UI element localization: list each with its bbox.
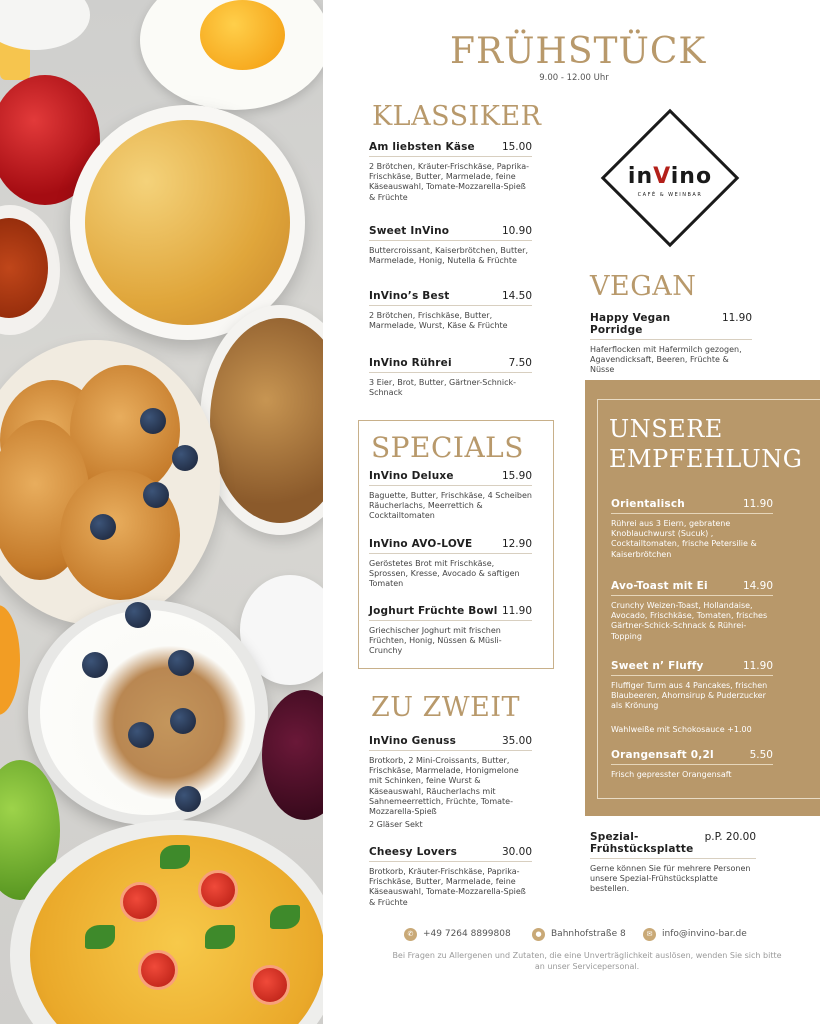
- blueberry: [140, 408, 166, 434]
- blueberry: [90, 514, 116, 540]
- menu-title: FRÜHSTÜCK: [450, 31, 707, 72]
- logo-text-highlight: V: [653, 164, 671, 189]
- item-name: Orientalisch: [611, 498, 685, 510]
- phone-icon: ✆: [404, 928, 417, 941]
- item-price: 14.90: [742, 580, 773, 592]
- item-price: 15.90: [501, 470, 532, 482]
- item-description: 2 Brötchen, Kräuter-Frischkäse, Paprika-Frischkäse, Butter, Marmelade, feine Käseauswahl, Tomate-Mozzarella-Spieß & Früchte: [369, 162, 530, 202]
- item-price: 5.50: [749, 749, 773, 761]
- item-name: Cheesy Lovers: [369, 846, 458, 858]
- tomato-slice: [120, 882, 160, 922]
- blueberry: [128, 722, 154, 748]
- logo-text-suffix: ino: [670, 164, 713, 189]
- address-text: Bahnhofstraße 8: [551, 929, 626, 939]
- menu-item: [369, 357, 532, 398]
- item-price: 10.90: [501, 225, 532, 237]
- mail-icon: ✉: [643, 928, 656, 941]
- section-title-klassiker: KLASSIKER: [372, 101, 542, 132]
- menu-item-spezial: [590, 831, 756, 895]
- item-name: InVino Deluxe: [369, 470, 454, 482]
- item-description: Baguette, Butter, Frischkäse, 4 Scheiben Räucherlachs, Meerrettich & Cocktailtomaten: [369, 491, 533, 521]
- blueberry: [172, 445, 198, 471]
- item-name: Joghurt Früchte Bowl: [369, 605, 498, 617]
- item-price: 11.90: [721, 312, 752, 324]
- tomato-slice: [138, 950, 178, 990]
- item-description: Rührei aus 3 Eiern, gebratene Knoblauchwurst (Sucuk) , Cocktailtomaten, frische Petersilie & Kaiserbrötchen: [611, 519, 757, 559]
- berry-jam: [262, 690, 323, 820]
- item-extra: 2 Gläser Sekt: [369, 820, 423, 830]
- item-description: Brotkorb, 2 Mini-Croissants, Butter, Frischkäse, Marmelade, Honigmelone mit Schinken, feine Wurst & Käseauswahl, Räucherlachs mit Sahnemeerrettich, Früchte, Tomate- Mozzarella-Spieß: [369, 756, 519, 817]
- logo-wordmark: [600, 164, 740, 189]
- menu-item: [369, 605, 532, 657]
- item-name: Avo-Toast mit Ei: [611, 580, 708, 592]
- item-price: 14.50: [501, 290, 532, 302]
- menu-item: [611, 580, 773, 642]
- item-price: p.P. 20.00: [704, 831, 756, 843]
- item-description: 2 Brötchen, Frischkäse, Butter, Marmelade, Wurst, Käse & Früchte: [369, 311, 508, 331]
- rec-title-line2: EMPFEHLUNG: [609, 445, 803, 473]
- item-name: Sweet n’ Fluffy: [611, 660, 704, 672]
- menu-item: [369, 141, 532, 203]
- blueberry: [170, 708, 196, 734]
- item-price: 11.90: [742, 498, 773, 510]
- rec-title-line1: UNSERE: [609, 415, 723, 443]
- section-title-specials: SPECIALS: [371, 431, 524, 464]
- item-price: 12.90: [501, 538, 532, 550]
- tomato-slice: [250, 965, 290, 1005]
- menu-item: [611, 749, 773, 780]
- item-name: Happy Vegan Porridge: [590, 312, 671, 336]
- opening-hours: 9.00 - 12.00 Uhr: [539, 73, 609, 83]
- menu-item: [611, 660, 773, 734]
- item-name: InVino Genuss: [369, 735, 457, 747]
- phone-number[interactable]: +49 7264 8899808: [423, 929, 511, 939]
- item-description: Fluffiger Turm aus 4 Pancakes, frischen Blaubeeren, Ahornsirup & Puderzucker als Krönung: [611, 681, 768, 711]
- item-name: Sweet InVino: [369, 225, 450, 237]
- menu-item: [369, 538, 532, 590]
- herb-leaf: [270, 905, 300, 929]
- logo-subtitle: CAFÉ & WEINBAR: [637, 192, 703, 198]
- blueberry: [125, 602, 151, 628]
- item-name-line1: Spezial-: [590, 831, 639, 843]
- menu-item: [369, 735, 532, 829]
- item-description: Haferflocken mit Hafermilch gezogen, Agavendicksaft, Beeren, Früchte & Nüsse: [590, 345, 742, 375]
- item-name: InVino Rührei: [369, 357, 452, 369]
- email-link[interactable]: info@invino-bar.de: [662, 929, 747, 939]
- item-name: InVino AVO-LOVE: [369, 538, 473, 550]
- menu-item: [369, 846, 532, 908]
- item-name: InVino’s Best: [369, 290, 450, 302]
- footer-email[interactable]: [643, 927, 747, 941]
- menu-item: [369, 470, 532, 522]
- item-name: [590, 831, 693, 855]
- item-description: 3 Eier, Brot, Butter, Gärtner-Schnick-Schnack: [369, 378, 516, 398]
- item-name: Orangensaft 0,2l: [611, 749, 714, 761]
- item-price: 35.00: [501, 735, 532, 747]
- herb-leaf: [160, 845, 190, 869]
- section-title-zu-zweit: ZU ZWEIT: [371, 692, 520, 723]
- logo-text-prefix: in: [627, 164, 654, 189]
- item-description: Geröstetes Brot mit Frischkäse, Sprossen, Kresse, Avocado & saftigen Tomaten: [369, 559, 520, 589]
- invino-logo: [600, 108, 740, 248]
- item-description: Frisch gepresster Orangensaft: [611, 770, 732, 779]
- blueberry: [168, 650, 194, 676]
- menu-item: [611, 498, 773, 560]
- item-extra: Wahlweiße mit Schokosauce +1.00: [611, 724, 752, 734]
- item-price: 11.90: [742, 660, 773, 672]
- egg-yolk: [200, 0, 285, 70]
- allergen-note: Bei Fragen zu Allergenen und Zutaten, die eine Unverträglichkeit auslösen, wenden Sie sich bitte an unser Servicepersonal.: [392, 951, 782, 971]
- blueberry-bowl: [0, 0, 90, 50]
- item-price: 7.50: [508, 357, 532, 369]
- item-description: Buttercroissant, Kaiserbrötchen, Butter, Marmelade, Honig, Nutella & Früchte: [369, 246, 528, 266]
- item-description: Griechischer Joghurt mit frischen Früchten, Honig, Nüssen & Müsli-Crunchy: [369, 626, 502, 656]
- item-name-line2: Frühstücksplatte: [590, 843, 694, 855]
- section-title-empfehlung: [609, 414, 802, 474]
- item-price: 15.00: [501, 141, 532, 153]
- item-description: Crunchy Weizen-Toast, Hollandaise, Avocado, Frischkäse, Tomaten, frisches Gärtner-Schick-Schnack & Rührei-Topping: [611, 601, 768, 641]
- footer-address: [532, 927, 626, 941]
- yogurt: [40, 610, 255, 815]
- item-name: Am liebsten Käse: [369, 141, 475, 153]
- menu-item: [590, 312, 752, 376]
- herb-leaf: [85, 925, 115, 949]
- breakfast-photo: [0, 0, 323, 1024]
- orange: [0, 605, 20, 715]
- cornflakes: [85, 120, 290, 325]
- item-price: 30.00: [501, 846, 532, 858]
- blueberry: [175, 786, 201, 812]
- footer-phone[interactable]: [404, 927, 511, 941]
- blueberry: [143, 482, 169, 508]
- section-title-vegan: VEGAN: [590, 271, 697, 302]
- location-pin-icon: ●: [532, 928, 545, 941]
- item-price: 11.90: [501, 605, 532, 617]
- menu-item: [369, 290, 532, 331]
- tomato-slice: [198, 870, 238, 910]
- herb-leaf: [205, 925, 235, 949]
- menu-item: [369, 225, 532, 266]
- item-description: Brotkorb, Kräuter-Frischkäse, Paprika-Frischkäse, Butter, Marmelade, feine Käseauswahl, Tomate-Mozzarella-Spieß & Früchte: [369, 867, 526, 907]
- item-description: Gerne können Sie für mehrere Personen unsere Spezial-Frühstücksplatte bestellen.: [590, 864, 751, 894]
- blueberry: [82, 652, 108, 678]
